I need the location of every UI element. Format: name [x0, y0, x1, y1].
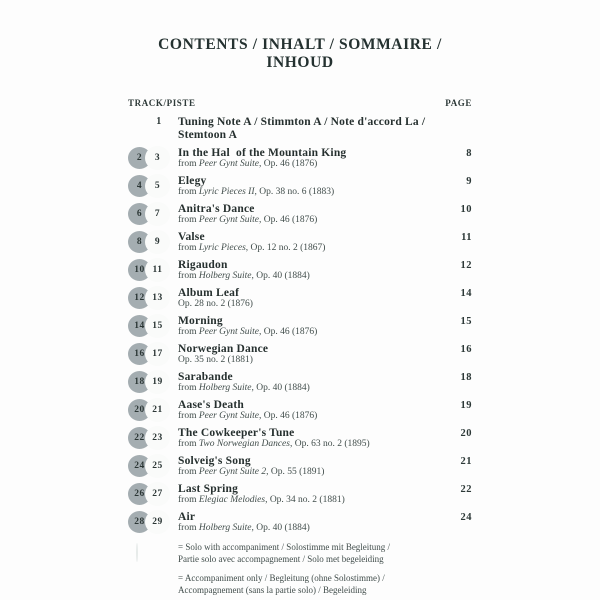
work-subtitle	[178, 495, 438, 506]
accompaniment-track-number: 6	[136, 209, 143, 219]
accompaniment-track-number: 16	[134, 349, 145, 359]
track-row	[128, 175, 472, 198]
work-rest: , Op. 46 (1876)	[259, 215, 318, 225]
track-row	[128, 343, 472, 366]
tuning-page-col	[438, 116, 472, 117]
track-number-col	[128, 147, 178, 169]
legend-solo-symbol-col	[128, 542, 178, 562]
accompaniment-track-number: 26	[134, 489, 145, 499]
track-number-pair	[128, 147, 174, 169]
accompaniment-track-number: 12	[134, 293, 145, 303]
work-prefix: from	[178, 439, 199, 449]
track-number-pair	[128, 511, 174, 533]
work-rest: , Op. 63 no. 2 (1895)	[289, 439, 370, 449]
track-number-col	[128, 203, 178, 225]
solo-track-number: 27	[152, 489, 163, 499]
page-number: 15	[460, 316, 472, 327]
work-rest: , Op. 40 (1884)	[251, 523, 310, 533]
work-rest: , Op. 55 (1891)	[266, 467, 325, 477]
work-italic: Holberg Suite	[198, 271, 252, 281]
legend-solo-line2: Partie solo avec accompagnement / Solo met begeleiding	[178, 553, 384, 564]
track-number-pair	[128, 203, 174, 225]
track-number-col	[128, 399, 178, 421]
work-italic: Peer Gynt Suite	[198, 411, 259, 421]
work-rest: , Op. 46 (1876)	[259, 159, 318, 169]
work-italic: Holberg Suite	[198, 383, 252, 393]
page-number: 21	[460, 456, 472, 467]
track-row	[128, 455, 472, 478]
solo-track-number: 17	[152, 349, 163, 359]
legend	[128, 542, 472, 596]
track-number-pair	[128, 175, 174, 197]
track-number-pair	[128, 343, 174, 365]
solo-track-circle	[145, 398, 170, 422]
track-row	[128, 371, 472, 394]
page-number: 19	[460, 400, 472, 411]
track-title: Sarabande	[178, 371, 233, 383]
track-row	[128, 203, 472, 226]
accompaniment-track-number: 22	[134, 433, 145, 443]
legend-accompaniment-text	[178, 573, 385, 596]
legend-solo-text	[178, 542, 390, 565]
work-subtitle	[178, 439, 438, 450]
work-prefix: from	[178, 327, 199, 337]
solo-track-circle	[145, 370, 170, 394]
work-subtitle	[178, 383, 438, 394]
page-number: 24	[460, 512, 472, 523]
track-row	[128, 231, 472, 254]
accompaniment-track-number: 10	[134, 265, 145, 275]
work-subtitle	[178, 243, 438, 254]
solo-track-number: 3	[154, 153, 161, 163]
track-row	[128, 511, 472, 534]
work-rest: Op. 28 no. 2 (1876)	[178, 299, 253, 309]
accompaniment-track-number: 2	[136, 153, 143, 163]
solo-track-circle	[145, 146, 170, 170]
legend-solo-line1: = Solo with accompaniment / Solostimme mit Begleitung /	[178, 542, 391, 552]
track-number-col	[128, 175, 178, 197]
work-rest: , Op. 12 no. 2 (1867)	[245, 243, 326, 253]
track-number-col	[128, 483, 178, 505]
work-subtitle	[178, 523, 438, 534]
track-text-col	[178, 315, 438, 338]
track-text-col	[178, 371, 438, 394]
page-number: 16	[460, 344, 472, 355]
track-number-col	[128, 287, 178, 309]
track-text-col	[178, 427, 438, 450]
solo-track-number: 7	[154, 209, 161, 219]
work-italic: Lyric Pieces	[198, 243, 246, 253]
solo-track-circle	[145, 454, 170, 478]
work-italic: Peer Gynt Suite	[198, 215, 259, 225]
work-rest: , Op. 46 (1876)	[259, 327, 318, 337]
track-number-col	[128, 231, 178, 253]
track-text-col	[178, 203, 438, 226]
track-title: Anitra's Dance	[178, 203, 255, 215]
track-number-col	[128, 371, 178, 393]
track-number-pair	[128, 315, 174, 337]
tuning-text-col	[178, 116, 438, 142]
page-number: 10	[460, 204, 472, 215]
track-number-col	[128, 427, 178, 449]
track-title: Elegy	[178, 175, 207, 187]
solo-track-circle	[145, 286, 170, 310]
track-row	[128, 399, 472, 422]
track-text-col	[178, 399, 438, 422]
work-rest: , Op. 40 (1884)	[251, 271, 310, 281]
work-subtitle	[178, 159, 438, 170]
page-number: 22	[460, 484, 472, 495]
solo-track-circle	[145, 202, 170, 226]
track-text-col	[178, 259, 438, 282]
solo-white-circle-icon	[136, 543, 138, 562]
track-number-pair	[128, 371, 174, 393]
solo-track-circle	[145, 174, 170, 198]
page-title: CONTENTS / INHALT / SOMMAIRE / INHOUD	[158, 36, 442, 71]
track-number-pair	[128, 427, 174, 449]
work-subtitle	[178, 411, 438, 422]
track-text-col	[178, 175, 438, 198]
column-headers	[128, 98, 472, 108]
track-text-col	[178, 147, 438, 170]
track-number-col	[128, 315, 178, 337]
work-subtitle	[178, 215, 438, 226]
work-subtitle	[178, 355, 438, 366]
solo-track-number: 29	[152, 517, 163, 527]
track-row	[128, 427, 472, 450]
solo-track-number: 5	[154, 181, 161, 191]
track-title: Album Leaf	[178, 287, 240, 299]
track-row	[128, 315, 472, 338]
tuning-row	[128, 116, 472, 142]
work-rest: Op. 35 no. 2 (1881)	[178, 355, 253, 365]
accompaniment-track-number: 20	[134, 405, 145, 415]
work-prefix: from	[178, 411, 199, 421]
track-row	[128, 287, 472, 310]
track-number-col	[128, 511, 178, 533]
page-number: 18	[460, 372, 472, 383]
track-number-pair	[128, 455, 174, 477]
track-number-col	[128, 343, 178, 365]
work-rest: , Op. 46 (1876)	[259, 411, 318, 421]
solo-track-number: 9	[154, 237, 161, 247]
work-rest: , Op. 40 (1884)	[251, 383, 310, 393]
work-prefix: from	[178, 187, 199, 197]
legend-accompaniment-line2: Accompagnement (sans la partie solo) / Begeleiding	[178, 584, 367, 595]
legend-solo-row	[128, 542, 472, 565]
track-number-pair	[128, 483, 174, 505]
work-subtitle	[178, 187, 438, 198]
work-prefix: from	[178, 215, 199, 225]
track-number-col	[128, 259, 178, 281]
track-title: Last Spring	[178, 483, 239, 495]
solo-track-circle	[145, 426, 170, 450]
track-rows	[128, 147, 472, 534]
track-title: Morning	[178, 315, 223, 327]
work-subtitle	[178, 467, 438, 478]
accompaniment-track-number: 4	[136, 181, 143, 191]
work-subtitle	[178, 299, 438, 310]
track-title: Rigaudon	[178, 259, 228, 271]
track-text-col	[178, 343, 438, 366]
legend-accompaniment-line1: = Accompaniment only / Begleitung (ohne Solostimme) /	[178, 573, 385, 583]
work-prefix: from	[178, 383, 199, 393]
legend-accompaniment-row	[128, 573, 472, 596]
work-prefix: from	[178, 159, 199, 169]
solo-track-circle	[145, 482, 170, 506]
work-rest: , Op. 34 no. 2 (1881)	[265, 495, 345, 505]
solo-track-number: 13	[152, 293, 163, 303]
work-prefix: from	[178, 271, 199, 281]
track-row	[128, 259, 472, 282]
solo-track-number: 11	[152, 265, 163, 275]
page-number: 9	[466, 176, 472, 187]
track-text-col	[178, 287, 438, 310]
track-number-pair	[128, 231, 174, 253]
page-column-header: PAGE	[445, 98, 472, 108]
track-title: Valse	[178, 231, 205, 243]
solo-track-circle	[145, 314, 170, 338]
solo-track-circle	[145, 342, 170, 366]
accompaniment-track-number: 8	[136, 237, 143, 247]
page-number: 20	[460, 428, 472, 439]
work-italic: Peer Gynt Suite 2	[198, 467, 267, 477]
tuning-title: Tuning Note A / Stimmton A / Note d'accord La / Stemtoon A	[178, 116, 429, 141]
tuning-track-number: 1	[156, 116, 162, 127]
track-text-col	[178, 511, 438, 534]
work-prefix: from	[178, 467, 199, 477]
work-rest: , Op. 38 no. 6 (1883)	[254, 187, 335, 197]
work-prefix: from	[178, 523, 199, 533]
solo-track-circle	[145, 230, 170, 254]
track-text-col	[178, 455, 438, 478]
legend-accompaniment-symbol-col	[128, 573, 178, 575]
work-italic: Elegiac Melodies	[198, 495, 266, 505]
work-italic: Holberg Suite	[198, 523, 252, 533]
accompaniment-track-number: 28	[134, 517, 145, 527]
work-italic: Two Norwegian Dances	[198, 439, 290, 449]
track-title: The Cowkeeper's Tune	[178, 427, 295, 439]
page-number: 14	[460, 288, 472, 299]
solo-track-number: 25	[152, 461, 163, 471]
accompaniment-track-number: 18	[134, 377, 145, 387]
solo-track-number: 15	[152, 321, 163, 331]
track-number-col	[128, 455, 178, 477]
track-number-pair	[128, 399, 174, 421]
track-title: Norwegian Dance	[178, 343, 269, 355]
solo-track-circle	[145, 258, 170, 282]
track-number-pair	[128, 259, 174, 281]
track-text-col	[178, 483, 438, 506]
page-number: 8	[466, 148, 472, 159]
track-row	[128, 147, 472, 170]
track-number-pair	[128, 287, 174, 309]
track-row	[128, 483, 472, 506]
accompaniment-track-number: 14	[134, 321, 145, 331]
solo-track-number: 23	[152, 433, 163, 443]
solo-track-circle	[145, 510, 170, 534]
tuning-track-col	[128, 116, 178, 127]
work-subtitle	[178, 271, 438, 282]
work-prefix: from	[178, 495, 199, 505]
work-italic: Peer Gynt Suite	[198, 327, 259, 337]
solo-track-number: 21	[152, 405, 163, 415]
accompaniment-track-number: 24	[134, 461, 145, 471]
page-number: 12	[460, 260, 472, 271]
work-subtitle	[178, 327, 438, 338]
track-column-header: TRACK/PISTE	[128, 98, 196, 108]
track-title: Air	[178, 511, 196, 523]
track-title: Aase's Death	[178, 399, 244, 411]
work-italic: Peer Gynt Suite	[198, 159, 259, 169]
work-italic: Lyric Pieces II	[198, 187, 255, 197]
solo-track-number: 19	[152, 377, 163, 387]
track-title: Solveig's Song	[178, 455, 251, 467]
track-text-col	[178, 231, 438, 254]
track-title: In the Hal of the Mountain King	[178, 147, 347, 159]
work-prefix: from	[178, 243, 199, 253]
page-number: 11	[461, 232, 472, 243]
